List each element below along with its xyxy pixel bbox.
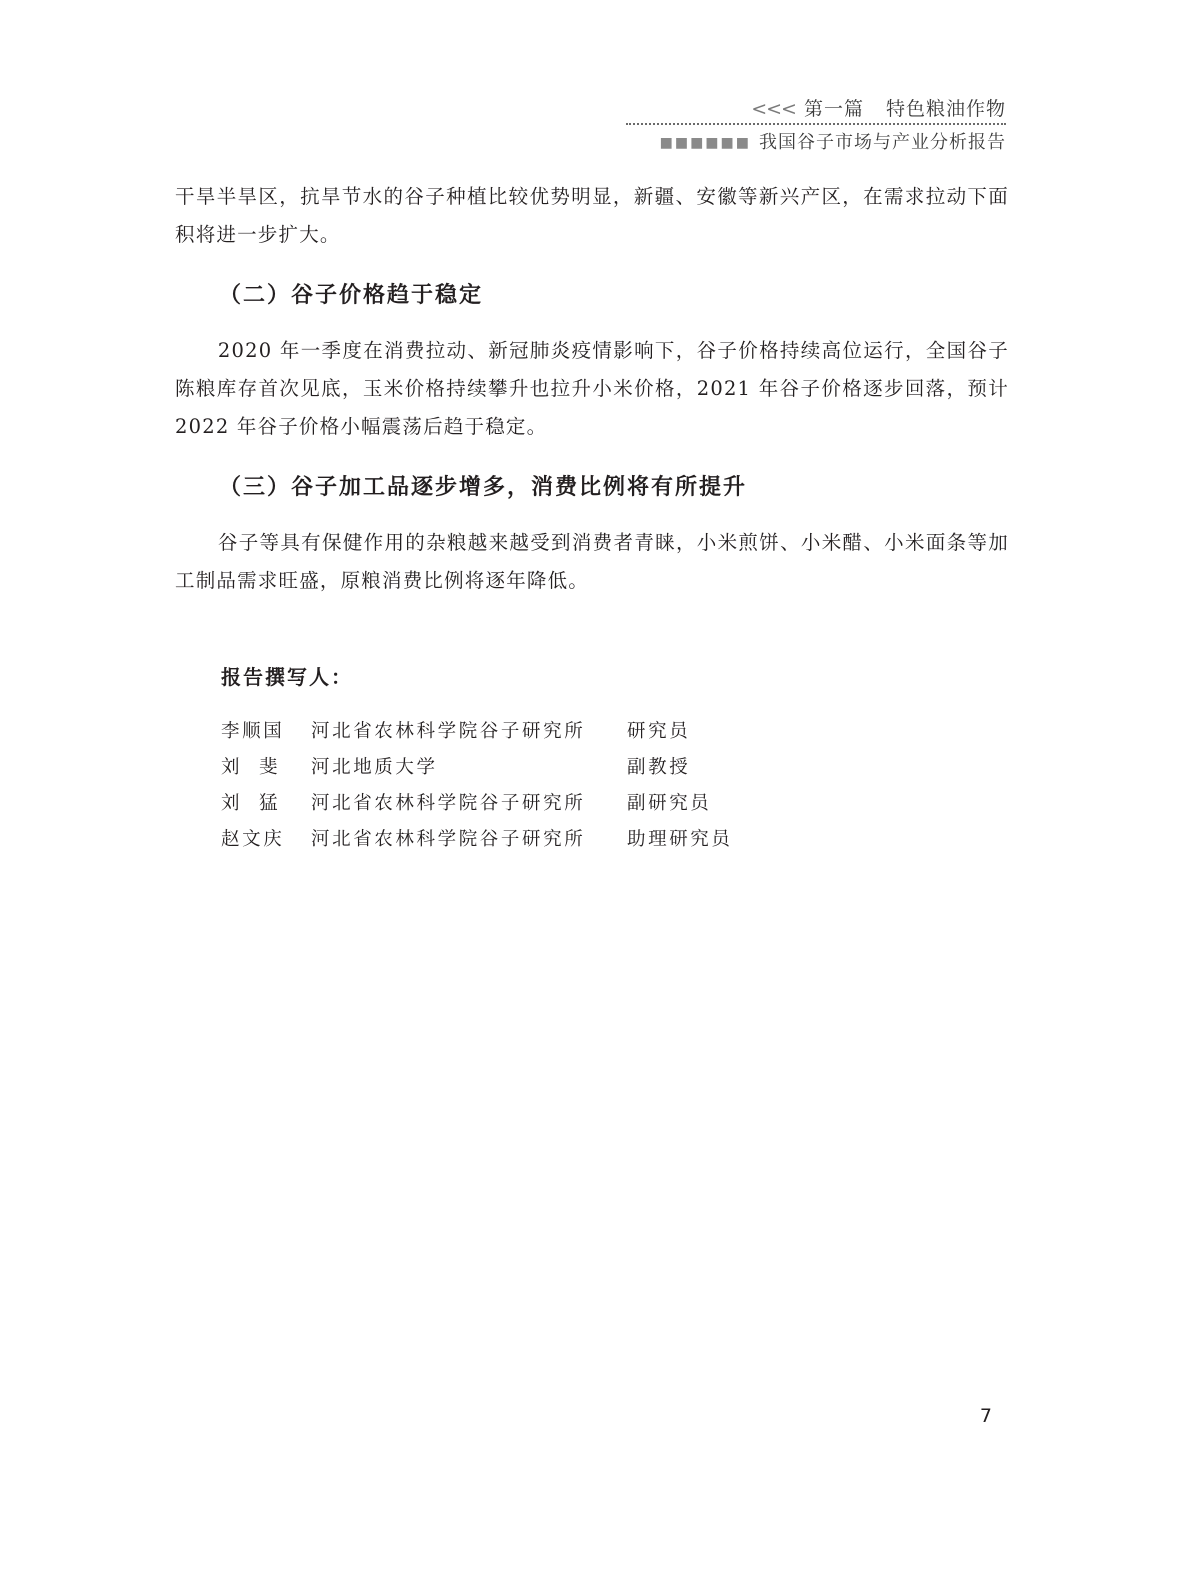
author-organization: 河北省农林科学院谷子研究所 <box>311 793 586 814</box>
author-position: 副研究员 <box>627 793 712 814</box>
author-position: 研究员 <box>627 721 691 742</box>
section-heading-processing: （三）谷子加工品逐步增多，消费比例将有所提升 <box>219 475 748 500</box>
author-row <box>221 822 1009 858</box>
author-row <box>221 750 1009 786</box>
author-position: 助理研究员 <box>627 829 733 850</box>
page-number: 7 <box>979 1405 992 1427</box>
paragraph-continuation: 干旱半旱区，抗旱节水的谷子种植比较优势明显，新疆、安徽等新兴产区，在需求拉动下面积将进一步扩大。 <box>175 185 1009 246</box>
header-report-title: 我国谷子市场与产业分析报告 <box>759 132 1006 153</box>
chevron-left-icon: <<< <box>751 98 796 120</box>
page-body <box>175 178 1009 858</box>
author-organization: 河北地质大学 <box>311 757 438 778</box>
paragraph-processing: 谷子等具有保健作用的杂粮越来越受到消费者青睐，小米煎饼、小米醋、小米面条等加工制品需求旺盛，原粮消费比例将逐年降低。 <box>175 531 1009 592</box>
square-bullets-icon: ■■■■■■ <box>659 135 751 151</box>
header-dotted-divider <box>626 123 1006 125</box>
authors-list <box>221 714 1009 858</box>
paragraph-price: 2020 年一季度在消费拉动、新冠肺炎疫情影响下，谷子价格持续高位运行，全国谷子陈粮库存首次见底，玉米价格持续攀升也拉升小米价格，2021 年谷子价格逐步回落，预计 2022 年谷子价格小幅震荡后趋于稳定。 <box>175 339 1009 438</box>
section-heading-price: （二）谷子价格趋于稳定 <box>219 283 484 308</box>
header-part-line <box>526 96 1006 122</box>
header-report-line <box>526 125 1006 155</box>
author-row <box>221 714 1009 750</box>
header-part-title: 特色粮油作物 <box>885 98 1006 120</box>
authors-heading: 报告撰写人： <box>221 665 353 689</box>
header-part: 第一篇 <box>803 98 864 120</box>
author-name: 赵文庆 <box>221 829 285 850</box>
author-name: 刘 猛 <box>221 793 281 814</box>
running-header <box>526 96 1006 155</box>
author-position: 副教授 <box>627 757 691 778</box>
author-organization: 河北省农林科学院谷子研究所 <box>311 829 586 850</box>
author-name: 刘 斐 <box>221 757 281 778</box>
author-name: 李顺国 <box>221 721 285 742</box>
author-row <box>221 786 1009 822</box>
author-organization: 河北省农林科学院谷子研究所 <box>311 721 586 742</box>
